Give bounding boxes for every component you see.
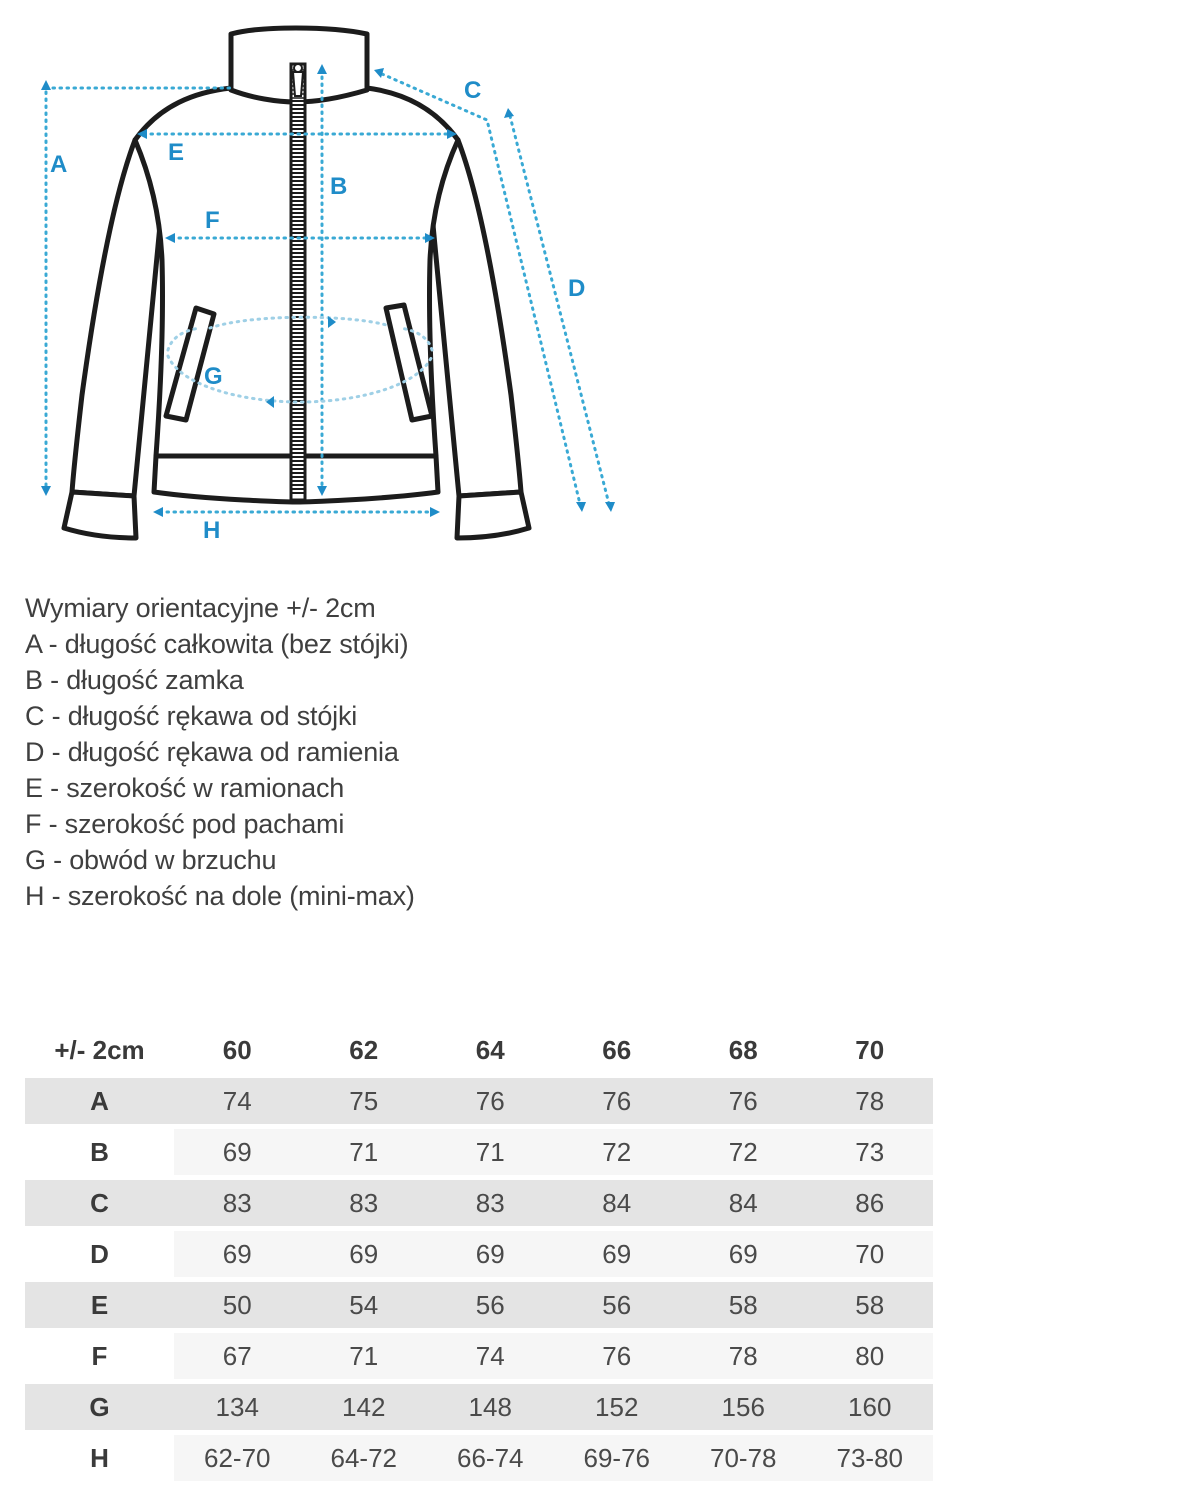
table-cell: 69 — [174, 1129, 301, 1175]
size-header: 68 — [728, 1034, 758, 1065]
table-cell: 76 — [554, 1333, 681, 1379]
table-cell: 69 — [174, 1231, 301, 1277]
legend-item-a: A - długość całkowita (bez stójki) — [25, 629, 409, 659]
label-h: H — [203, 517, 221, 544]
table-row — [25, 1180, 933, 1226]
row-label: B — [25, 1129, 174, 1175]
table-cell: 86 — [807, 1180, 934, 1226]
table-cell: 72 — [680, 1129, 807, 1175]
table-row — [25, 1384, 933, 1430]
table-cell: 69 — [301, 1231, 428, 1277]
table-cell: 75 — [301, 1078, 428, 1124]
table-cell: 84 — [554, 1180, 681, 1226]
table-cell: 69-76 — [554, 1435, 681, 1481]
table-cell: 73-80 — [807, 1435, 934, 1481]
table-cell: 72 — [554, 1129, 681, 1175]
row-label: C — [25, 1180, 174, 1226]
size-header-row — [25, 1027, 933, 1073]
row-label: E — [25, 1282, 174, 1328]
table-cell: 56 — [554, 1282, 681, 1328]
table-cell: 78 — [680, 1333, 807, 1379]
table-cell: 69 — [680, 1231, 807, 1277]
legend-item-f: F - szerokość pod pachami — [25, 809, 345, 839]
table-row — [25, 1282, 933, 1328]
table-cell: 71 — [427, 1129, 554, 1175]
row-label: F — [25, 1333, 174, 1379]
tolerance-header: +/- 2cm — [54, 1034, 145, 1065]
size-header: 60 — [222, 1034, 252, 1065]
jacket-measurement-diagram — [0, 0, 640, 560]
table-cell: 83 — [427, 1180, 554, 1226]
table-cell: 76 — [427, 1078, 554, 1124]
table-cell: 142 — [301, 1384, 428, 1430]
table-cell: 70-78 — [680, 1435, 807, 1481]
size-header: 62 — [349, 1034, 379, 1065]
table-cell: 54 — [301, 1282, 428, 1328]
table-row — [25, 1129, 933, 1175]
table-cell: 76 — [680, 1078, 807, 1124]
row-label: D — [25, 1231, 174, 1277]
table-row — [25, 1231, 933, 1277]
table-cell: 156 — [680, 1384, 807, 1430]
table-cell: 66-74 — [427, 1435, 554, 1481]
size-table — [25, 1022, 933, 1486]
table-row — [25, 1333, 933, 1379]
label-c: C — [464, 77, 482, 104]
table-cell: 134 — [174, 1384, 301, 1430]
table-cell: 71 — [301, 1333, 428, 1379]
table-cell: 83 — [301, 1180, 428, 1226]
table-cell: 70 — [807, 1231, 934, 1277]
table-cell: 64-72 — [301, 1435, 428, 1481]
label-a: A — [50, 151, 68, 178]
row-label: H — [25, 1435, 174, 1481]
table-cell: 73 — [807, 1129, 934, 1175]
size-table-body — [25, 1078, 933, 1481]
legend-item-d: D - długość rękawa od ramienia — [25, 737, 399, 767]
table-cell: 74 — [174, 1078, 301, 1124]
table-cell: 71 — [301, 1129, 428, 1175]
label-b: B — [330, 173, 348, 200]
table-cell: 76 — [554, 1078, 681, 1124]
row-label: A — [25, 1078, 174, 1124]
measurement-legend — [25, 590, 415, 914]
label-g: G — [204, 363, 223, 390]
table-cell: 62-70 — [174, 1435, 301, 1481]
table-cell: 83 — [174, 1180, 301, 1226]
size-header: 66 — [602, 1034, 632, 1065]
legend-item-h: H - szerokość na dole (mini-max) — [25, 881, 415, 911]
legend-item-e: E - szerokość w ramionach — [25, 773, 345, 803]
size-header: 70 — [855, 1034, 885, 1065]
table-cell: 58 — [807, 1282, 934, 1328]
table-cell: 80 — [807, 1333, 934, 1379]
table-cell: 78 — [807, 1078, 934, 1124]
row-label: G — [25, 1384, 174, 1430]
table-row — [25, 1078, 933, 1124]
table-cell: 56 — [427, 1282, 554, 1328]
label-e: E — [168, 139, 185, 166]
legend-note: Wymiary orientacyjne +/- 2cm — [25, 593, 376, 623]
size-header: 64 — [475, 1034, 505, 1065]
table-cell: 152 — [554, 1384, 681, 1430]
table-cell: 69 — [427, 1231, 554, 1277]
table-cell: 50 — [174, 1282, 301, 1328]
legend-item-b: B - długość zamka — [25, 665, 244, 695]
jacket-outline — [64, 28, 529, 538]
table-cell: 160 — [807, 1384, 934, 1430]
table-cell: 69 — [554, 1231, 681, 1277]
table-cell: 58 — [680, 1282, 807, 1328]
table-cell: 67 — [174, 1333, 301, 1379]
legend-item-c: C - długość rękawa od stójki — [25, 701, 358, 731]
legend-item-g: G - obwód w brzuchu — [25, 845, 277, 875]
table-cell: 148 — [427, 1384, 554, 1430]
label-d: D — [568, 275, 586, 302]
table-row — [25, 1435, 933, 1481]
label-f: F — [205, 207, 220, 234]
table-cell: 84 — [680, 1180, 807, 1226]
table-cell: 74 — [427, 1333, 554, 1379]
